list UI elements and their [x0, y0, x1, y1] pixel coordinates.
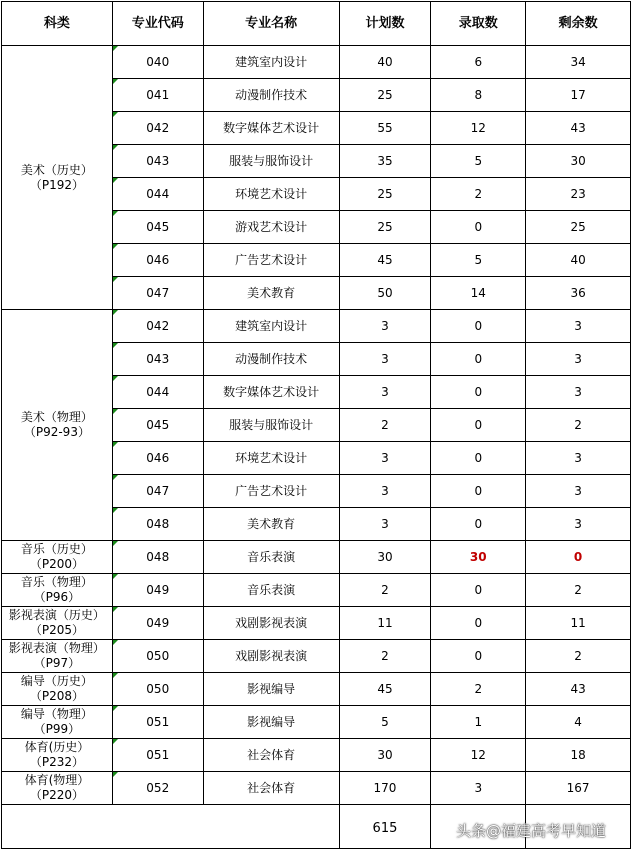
plan-count-cell: 40 — [339, 46, 431, 79]
category-cell — [2, 574, 113, 607]
category-name: 音乐（物理） — [20, 575, 93, 589]
major-name-cell: 社会体育 — [203, 739, 339, 772]
admitted-count-cell: 6 — [431, 46, 526, 79]
remaining-count-cell: 23 — [526, 178, 631, 211]
plan-count-cell: 2 — [339, 574, 431, 607]
header-remaining-count: 剩余数 — [526, 2, 631, 46]
admitted-count-cell: 2 — [431, 178, 526, 211]
remaining-count-cell: 17 — [526, 79, 631, 112]
major-name-cell: 广告艺术设计 — [203, 244, 339, 277]
major-code-cell: 049 — [112, 607, 203, 640]
major-code-cell: 050 — [112, 640, 203, 673]
major-name-cell: 音乐表演 — [203, 541, 339, 574]
category-name: 影视表演（历史） — [8, 608, 105, 622]
major-code-cell: 045 — [112, 211, 203, 244]
admitted-count-cell: 2 — [431, 673, 526, 706]
table-row — [2, 772, 631, 805]
major-name-cell: 广告艺术设计 — [203, 475, 339, 508]
major-name-cell: 环境艺术设计 — [203, 442, 339, 475]
major-code-cell: 046 — [112, 244, 203, 277]
category-name: 体育(历史） — [24, 740, 90, 754]
remaining-count-cell: 3 — [526, 508, 631, 541]
table-row — [2, 541, 631, 574]
category-cell — [2, 640, 113, 673]
category-page-ref: （P97） — [33, 656, 81, 670]
admitted-count-cell: 8 — [431, 79, 526, 112]
major-code-cell: 048 — [112, 508, 203, 541]
admitted-count-cell: 30 — [431, 541, 526, 574]
table-body — [2, 46, 631, 805]
major-code-cell: 044 — [112, 376, 203, 409]
remaining-count-cell: 18 — [526, 739, 631, 772]
plan-count-cell: 25 — [339, 178, 431, 211]
remaining-count-cell: 167 — [526, 772, 631, 805]
category-cell — [2, 739, 113, 772]
table-row — [2, 673, 631, 706]
remaining-count-cell: 30 — [526, 145, 631, 178]
plan-count-cell: 35 — [339, 145, 431, 178]
category-page-ref: （P200） — [29, 557, 84, 571]
major-code-cell: 046 — [112, 442, 203, 475]
major-code-cell: 045 — [112, 409, 203, 442]
category-cell — [2, 46, 113, 310]
major-name-cell: 游戏艺术设计 — [203, 211, 339, 244]
remaining-count-cell: 2 — [526, 574, 631, 607]
category-page-ref: （P96） — [33, 590, 81, 604]
admitted-count-cell: 5 — [431, 244, 526, 277]
remaining-count-cell: 34 — [526, 46, 631, 79]
admitted-count-cell: 5 — [431, 145, 526, 178]
category-name: 美术（物理） — [20, 410, 93, 424]
plan-count-cell: 2 — [339, 640, 431, 673]
enrollment-table — [1, 1, 631, 849]
header-row — [2, 2, 631, 46]
remaining-count-cell: 2 — [526, 409, 631, 442]
plan-count-cell: 30 — [339, 541, 431, 574]
plan-count-cell: 11 — [339, 607, 431, 640]
remaining-count-cell: 0 — [526, 541, 631, 574]
admitted-count-cell: 0 — [431, 640, 526, 673]
plan-count-cell: 3 — [339, 376, 431, 409]
plan-count-cell: 3 — [339, 508, 431, 541]
header-major-name: 专业名称 — [203, 2, 339, 46]
major-code-cell: 052 — [112, 772, 203, 805]
admitted-count-cell: 0 — [431, 310, 526, 343]
major-name-cell: 建筑室内设计 — [203, 310, 339, 343]
remaining-count-cell: 43 — [526, 673, 631, 706]
plan-count-cell: 50 — [339, 277, 431, 310]
major-code-cell: 050 — [112, 673, 203, 706]
plan-count-cell: 170 — [339, 772, 431, 805]
total-cell-empty — [2, 805, 340, 849]
category-page-ref: （P92-93） — [23, 425, 90, 439]
major-code-cell: 049 — [112, 574, 203, 607]
major-code-cell: 040 — [112, 46, 203, 79]
category-page-ref: （P208） — [29, 689, 84, 703]
admitted-count-cell: 0 — [431, 343, 526, 376]
major-name-cell: 美术教育 — [203, 508, 339, 541]
plan-count-cell: 45 — [339, 673, 431, 706]
category-name: 音乐（历史） — [20, 542, 93, 556]
plan-count-cell: 45 — [339, 244, 431, 277]
header-major-code: 专业代码 — [112, 2, 203, 46]
admitted-count-cell: 0 — [431, 574, 526, 607]
major-name-cell: 戏剧影视表演 — [203, 640, 339, 673]
major-code-cell: 043 — [112, 145, 203, 178]
major-name-cell: 环境艺术设计 — [203, 178, 339, 211]
admitted-count-cell: 1 — [431, 706, 526, 739]
plan-count-cell: 25 — [339, 211, 431, 244]
major-name-cell: 数字媒体艺术设计 — [203, 376, 339, 409]
admitted-count-cell: 0 — [431, 508, 526, 541]
watermark: 头条@福建高考早知道 — [456, 822, 607, 840]
remaining-count-cell: 25 — [526, 211, 631, 244]
major-code-cell: 047 — [112, 277, 203, 310]
major-code-cell: 048 — [112, 541, 203, 574]
remaining-count-cell: 40 — [526, 244, 631, 277]
plan-count-cell: 3 — [339, 475, 431, 508]
remaining-count-cell: 43 — [526, 112, 631, 145]
admitted-count-cell: 0 — [431, 442, 526, 475]
plan-count-cell: 30 — [339, 739, 431, 772]
remaining-count-cell: 36 — [526, 277, 631, 310]
table-row — [2, 607, 631, 640]
table-row — [2, 46, 631, 79]
category-name: 美术（历史） — [20, 162, 93, 177]
plan-count-cell: 3 — [339, 343, 431, 376]
plan-count-cell: 5 — [339, 706, 431, 739]
category-cell — [2, 706, 113, 739]
table-row — [2, 640, 631, 673]
major-name-cell: 动漫制作技术 — [203, 343, 339, 376]
category-cell — [2, 607, 113, 640]
plan-count-cell: 55 — [339, 112, 431, 145]
category-page-ref: （P232） — [29, 755, 84, 769]
plan-count-cell: 25 — [339, 79, 431, 112]
admitted-count-cell: 12 — [431, 739, 526, 772]
category-page-ref: （P220） — [29, 788, 84, 802]
header-category: 科类 — [2, 2, 113, 46]
category-name: 编导（历史） — [20, 674, 93, 688]
major-name-cell: 服装与服饰设计 — [203, 145, 339, 178]
major-name-cell: 美术教育 — [203, 277, 339, 310]
category-page-ref: （P99） — [33, 722, 81, 736]
major-code-cell: 041 — [112, 79, 203, 112]
remaining-count-cell: 4 — [526, 706, 631, 739]
major-code-cell: 051 — [112, 739, 203, 772]
remaining-count-cell: 3 — [526, 343, 631, 376]
major-code-cell: 042 — [112, 310, 203, 343]
category-cell — [2, 772, 113, 805]
plan-count-cell: 3 — [339, 442, 431, 475]
category-cell — [2, 541, 113, 574]
major-name-cell: 影视编导 — [203, 706, 339, 739]
remaining-count-cell: 3 — [526, 442, 631, 475]
major-name-cell: 建筑室内设计 — [203, 46, 339, 79]
total-plan-count: 615 — [339, 805, 431, 849]
plan-count-cell: 2 — [339, 409, 431, 442]
remaining-count-cell: 3 — [526, 310, 631, 343]
category-name: 编导（物理） — [20, 707, 93, 721]
admitted-count-cell: 0 — [431, 475, 526, 508]
admitted-count-cell: 0 — [431, 211, 526, 244]
header-admitted-count: 录取数 — [431, 2, 526, 46]
major-code-cell: 047 — [112, 475, 203, 508]
table-row — [2, 739, 631, 772]
table-row — [2, 706, 631, 739]
admitted-count-cell: 0 — [431, 409, 526, 442]
plan-count-cell: 3 — [339, 310, 431, 343]
category-page-ref: （P205） — [29, 623, 84, 637]
major-name-cell: 戏剧影视表演 — [203, 607, 339, 640]
header-plan-count: 计划数 — [339, 2, 431, 46]
remaining-count-cell: 3 — [526, 475, 631, 508]
major-name-cell: 数字媒体艺术设计 — [203, 112, 339, 145]
remaining-count-cell: 3 — [526, 376, 631, 409]
category-name: 体育(物理） — [24, 773, 90, 787]
major-name-cell: 服装与服饰设计 — [203, 409, 339, 442]
category-page-ref: （P192） — [29, 177, 84, 192]
major-code-cell: 043 — [112, 343, 203, 376]
admitted-count-cell: 0 — [431, 607, 526, 640]
major-code-cell: 044 — [112, 178, 203, 211]
remaining-count-cell: 11 — [526, 607, 631, 640]
remaining-count-cell: 2 — [526, 640, 631, 673]
major-code-cell: 042 — [112, 112, 203, 145]
major-code-cell: 051 — [112, 706, 203, 739]
category-name: 影视表演（物理） — [8, 641, 105, 655]
admitted-count-cell: 3 — [431, 772, 526, 805]
table-row — [2, 310, 631, 343]
admitted-count-cell: 0 — [431, 376, 526, 409]
major-name-cell: 音乐表演 — [203, 574, 339, 607]
major-name-cell: 影视编导 — [203, 673, 339, 706]
admitted-count-cell: 12 — [431, 112, 526, 145]
admitted-count-cell: 14 — [431, 277, 526, 310]
table-row — [2, 574, 631, 607]
major-name-cell: 动漫制作技术 — [203, 79, 339, 112]
category-cell — [2, 673, 113, 706]
major-name-cell: 社会体育 — [203, 772, 339, 805]
category-cell — [2, 310, 113, 541]
